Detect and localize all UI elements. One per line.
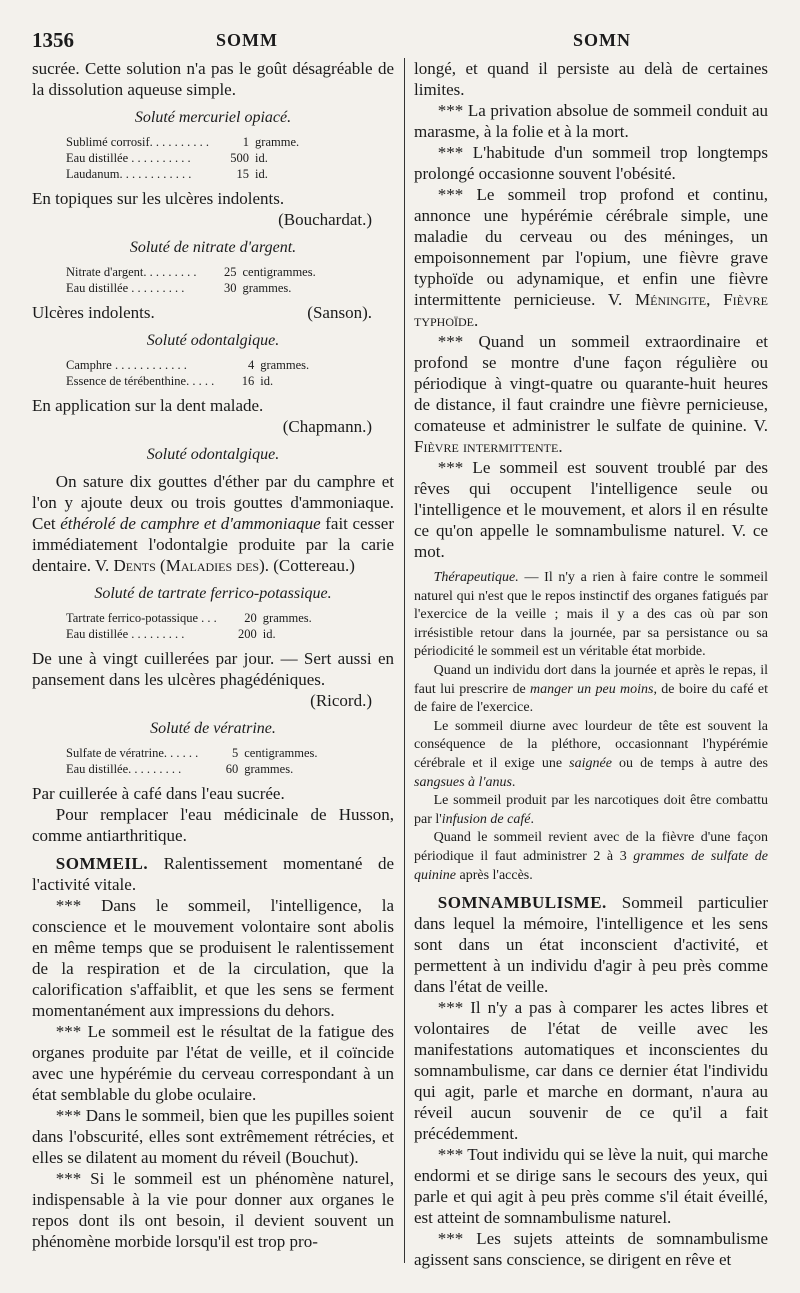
formula-table (66, 264, 316, 296)
paragraph: *** Si le sommeil est un phénomène naturel, indispensable à la vie pour donner aux organes le repos dont ils ont besoin, il devient souvent un phénomène morbide lorsqu'il est trop pro- (32, 1169, 394, 1251)
formula-title: Soluté mercuriel opiacé. (134, 109, 292, 126)
quantity: 4 (247, 358, 255, 372)
quantity: 20 (244, 611, 257, 625)
indication-text: Ulcères indolents. (32, 303, 155, 322)
paragraph (414, 331, 768, 457)
italic-run: grammes de sulfate de quinine (414, 848, 768, 883)
unit: grammes. (260, 358, 310, 372)
formula-table (66, 610, 312, 642)
unit: id. (255, 151, 268, 165)
formula-table (66, 357, 309, 389)
text-run: , de boire du café et de faire de l'exercice. (414, 681, 768, 716)
entry-somnambulisme (414, 892, 768, 997)
paragraph: En topiques sur les ulcères indolents. (32, 189, 285, 208)
paragraph: longé, et quand il persiste au delà de certaines limites. (414, 59, 768, 99)
paragraph (414, 184, 768, 331)
unit: id. (255, 167, 268, 181)
formula-row (66, 357, 309, 373)
spacer (414, 885, 768, 892)
quantity: 25 (223, 265, 237, 279)
formula-row (66, 745, 318, 761)
ingredient: Eau distillée. . . . . . . . . (66, 762, 182, 776)
quantity: 16 (241, 374, 255, 388)
attribution: (Ricord.) (310, 691, 372, 710)
formula-title: Soluté odontalgique. (146, 332, 280, 349)
formula-row (66, 280, 316, 296)
page-header (32, 28, 768, 54)
text-run: Quand un individu dort dans la journée et après le repas, il faut lui prescrire de (414, 662, 768, 697)
paragraph (414, 662, 768, 718)
ingredient: Sublimé corrosif. . . . . . . . . . (66, 135, 210, 149)
formula-table (66, 745, 318, 777)
unit: centigrammes. (244, 746, 318, 760)
quantity: 500 (230, 151, 250, 165)
ingredient: Laudanum. . . . . . . . . . . . (66, 167, 192, 181)
page-number: 1356 (32, 28, 74, 52)
italic-run: saignée (569, 755, 612, 771)
italic-run: manger un peu moins (530, 681, 654, 697)
formula-table (66, 134, 299, 182)
paragraph: *** Il n'y a pas à comparer les actes libres et volontaires de l'état de veille avec les manifestations automatiques et inconscientes du somnambulisme, car dans ce dernier état l'individu qui agit, parle et marche en dormant, n'aura au réveil aucun souvenir de ce qu'il a fait précédemment. (414, 998, 768, 1144)
text-run: Le sommeil diurne avec lourdeur de tête est souvent la conséquence de la pléthore, occasionnant l'hypérémie cérébrale et il exige une (414, 718, 768, 771)
entry-definition: Sommeil particulier dans lequel la mémoire, l'intelligence et les sens sont dans un état inconscient d'activité, et permettent à un individu d'agir à peu près comme dans l'état de veille. (414, 893, 768, 997)
section-label: Thérapeutique. (433, 570, 519, 585)
ingredient: Sulfate de vératrine. . . . . . (66, 746, 199, 760)
cross-reference: Méningite, Fièvre typhoïde. (414, 290, 768, 330)
text-run: Quand le sommeil revient avec de la fièvre d'une façon périodique il faut administrer 2 à 3 (414, 830, 768, 864)
paragraph: sucrée. Cette solution n'a pas le goût désagréable de la dissolution aqueuse simple. (32, 59, 394, 99)
attribution: (Bouchardat.) (278, 210, 372, 229)
text-run: *** Quand un sommeil extraordinaire et profond se montre d'une façon régulière ou périodique à vingt-quatre ou quarante-huit heures de distance, il faut craindre une fièvre pernicieuse, comateuse et administrer le sulfate de quinine. V. (414, 332, 768, 435)
unit: id. (260, 374, 274, 388)
unit: grammes. (262, 611, 312, 625)
paragraph: En application sur la dent malade. (32, 396, 264, 415)
spacer (414, 562, 768, 569)
paragraph: *** La privation absolue de sommeil conduit au marasme, à la folie et à la mort. (414, 101, 768, 141)
italic-run: infusion de café (441, 811, 531, 827)
quantity: 5 (232, 746, 239, 760)
paragraph (414, 829, 768, 885)
paragraph (414, 718, 768, 792)
attribution: (Sanson). (307, 303, 372, 322)
paragraph: De une à vingt cuillerées par jour. — Sert aussi en pansement dans les ulcères phagédéniques. (32, 649, 394, 689)
running-head-right: SOMN (573, 30, 631, 50)
paragraph: Par cuillerée à café dans l'eau sucrée. (32, 784, 285, 803)
paragraph: *** Dans le sommeil, bien que les pupilles soient dans l'obscurité, elles sont extrêmement rétrécies, et elles se dilatent au moment du réveil (Bouchut). (32, 1106, 394, 1167)
entry-sommeil (32, 853, 394, 895)
left-column (32, 58, 394, 1252)
formula-row (66, 610, 312, 626)
column-rule (404, 58, 405, 1263)
text-run: — Il n'y a rien à faire contre le sommeil naturel qui n'est que le repos instinctif des organes fatigués par l'exercice de la veille ; mais il y a des cas où par son irrésistible retour dans la journée, par sa persistance ou sa périodicité le sommeil est un véritable état morbide. (414, 570, 768, 660)
ingredient: Nitrate d'argent. . . . . . . . . (66, 265, 197, 279)
formula-title: Soluté de nitrate d'argent. (129, 239, 297, 256)
quantity: 60 (225, 762, 239, 776)
text-run: ou de temps à autre des (611, 755, 769, 771)
cross-reference: Fièvre intermittente. (414, 437, 563, 456)
text-run: . (530, 811, 534, 827)
paragraph: *** L'habitude d'un sommeil trop longtemps prolongé occasionne souvent l'obésité. (414, 143, 768, 183)
unit: id. (262, 627, 276, 641)
spacer (32, 846, 394, 853)
text-run: *** Le sommeil trop profond et continu, annonce une hypérémie cérébrale simple, une maladie du cerveau ou des méninges, un empoisonnement par l'opium, une fièvre grave typhoïde ou adynamique, et enfin une fièvre intermittente pernicieuse. V. (414, 185, 768, 309)
paragraph: *** Le sommeil est souvent troublé par des rêves qui occupent l'intelligence seule ou l'intelligence et le mouvement, et alors il en résulte ce qu'on appelle le somnambulisme naturel. V. ce mot. (414, 458, 768, 561)
unit: grammes. (244, 762, 294, 776)
italic-run: sangsues à l'anus (414, 774, 512, 790)
italic-run: éthérolé de camphre et d'ammoniaque (60, 514, 321, 533)
paragraph: *** Les sujets atteints de somnambulisme agissent sans conscience, se dirigent en rêve et (414, 1229, 768, 1270)
formula-title: Soluté de tartrate ferrico-potassique. (94, 585, 332, 602)
entry-headword: SOMMEIL. (55, 854, 149, 873)
paragraph (414, 792, 768, 829)
paragraph: *** Dans le sommeil, l'intelligence, la conscience et le mouvement volontaire sont abolis en même temps que se produisent le ralentissement de la respiration et de la circulation, que la calorification s'affaiblit, et que les sens se ferment momentanément aux impressions du dehors. (32, 896, 394, 1020)
attribution: (Cottereau.) (269, 556, 355, 575)
paragraph: *** Tout individu qui se lève la nuit, qui marche endormi et se dirige sans le secours des yeux, qui parle et qui agit à peu près comme s'il était éveillé, est atteint de somnambulisme naturel. (414, 1145, 768, 1228)
paragraph: Pour remplacer l'eau médicinale de Husson, comme antiarthritique. (32, 805, 394, 845)
ingredient: Tartrate ferrico-potassique . . . (66, 611, 217, 625)
formula-title: Soluté odontalgique. (146, 446, 280, 463)
ingredient: Eau distillée . . . . . . . . . (66, 627, 185, 641)
formula-row (66, 761, 318, 777)
text-run: . (511, 774, 516, 790)
entry-headword: SOMNAMBULISME. (437, 893, 607, 913)
formula-row (66, 134, 299, 150)
right-column (414, 58, 768, 1270)
unit: gramme. (255, 135, 300, 149)
unit: centigrammes. (242, 265, 316, 279)
formula-row (66, 626, 312, 642)
paragraph (32, 471, 394, 576)
quantity: 15 (236, 167, 250, 181)
ingredient: Camphre . . . . . . . . . . . . (66, 358, 187, 372)
quantity: 1 (242, 135, 250, 149)
paragraph (32, 302, 394, 323)
therapeutics-paragraph (414, 569, 768, 662)
formula-row (66, 166, 299, 182)
text-run: Le sommeil produit par les narcotiques doit être combattu par l' (414, 793, 768, 827)
attribution: (Chapmann.) (282, 417, 372, 436)
ingredient: Eau distillée . . . . . . . . . (66, 281, 185, 295)
ingredient: Eau distillée . . . . . . . . . . (66, 151, 191, 165)
entry-definition: Ralentissement momentané de l'activité vitale. (32, 854, 394, 894)
quantity: 30 (223, 281, 237, 295)
text-run: fait cesser immédiatement l'odontalgie produite par la carie dentaire. V. (32, 514, 394, 575)
running-head-left: SOMM (216, 30, 278, 50)
cross-reference: Dents (Maladies des). (113, 556, 269, 575)
unit: grammes. (242, 281, 292, 295)
ingredient: Essence de térébenthine. . . . . (66, 374, 215, 388)
text-run: On sature dix gouttes d'éther par du camphre et l'on y ajoute deux ou trois gouttes d'ammoniaque. Cet (32, 472, 394, 533)
text-run: après l'accès. (456, 867, 533, 883)
quantity: 200 (238, 627, 257, 641)
formula-row (66, 264, 316, 280)
paragraph: *** Le sommeil est le résultat de la fatigue des organes produite par l'état de veille, et il coïncide avec une hypérémie du cerveau correspondant à un état semblable du globe oculaire. (32, 1022, 394, 1104)
formula-row (66, 373, 309, 389)
formula-row (66, 150, 299, 166)
formula-title: Soluté de vératrine. (150, 720, 276, 737)
